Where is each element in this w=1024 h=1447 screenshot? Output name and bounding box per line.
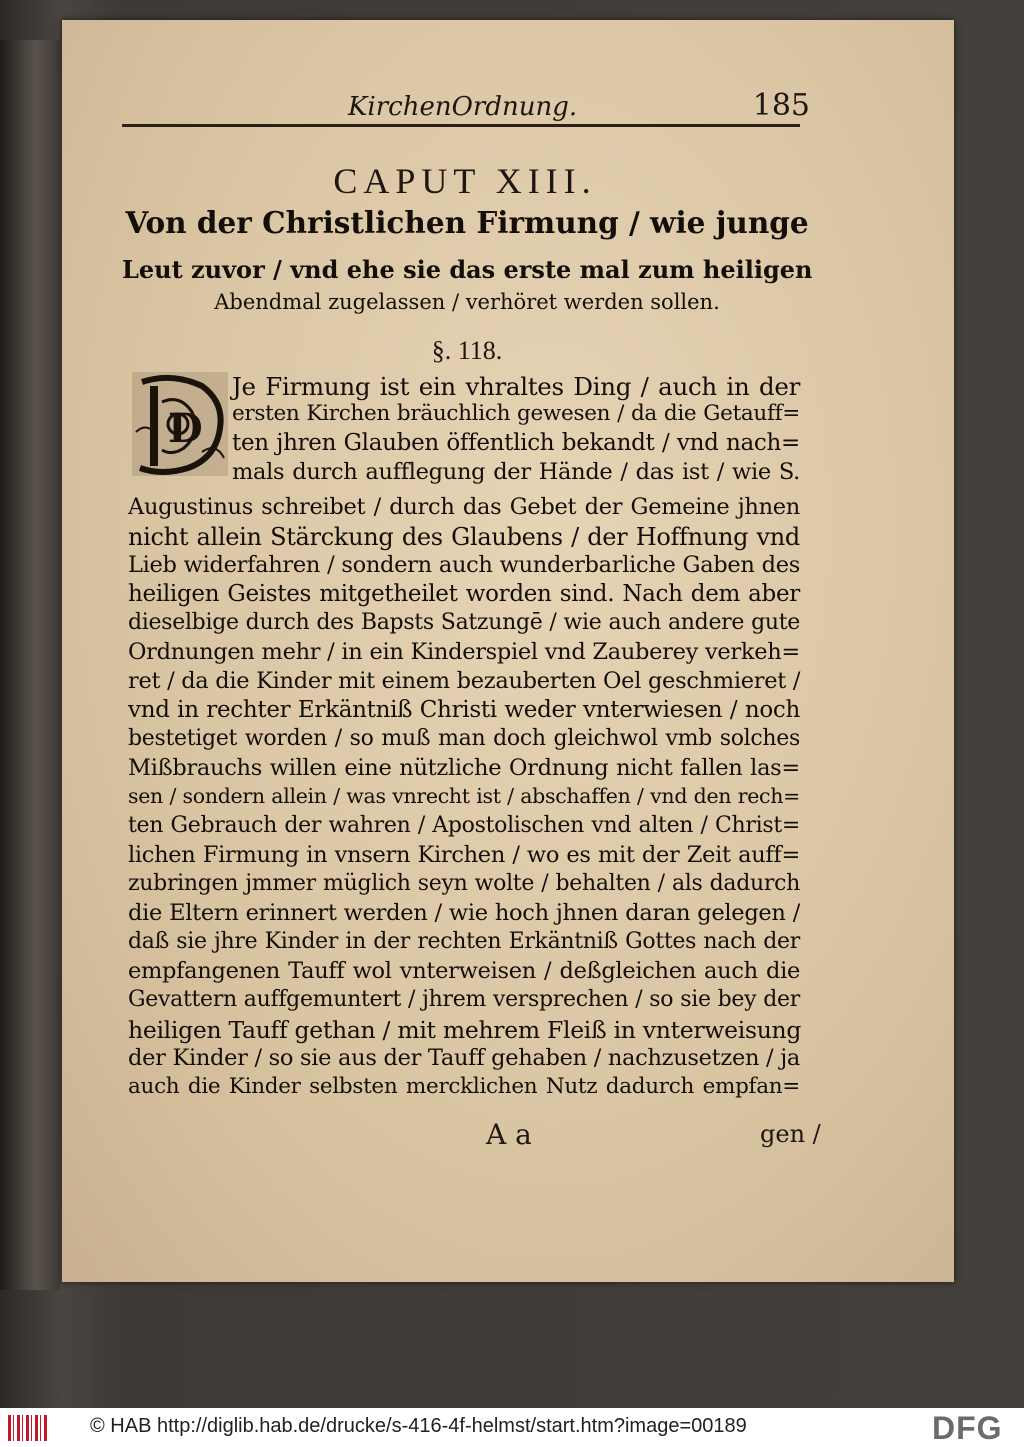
text-line: dieselbige durch des Bapsts Satzungē / wie auch andere gute	[128, 610, 800, 635]
chapter-heading-line-3: Abendmal zugelassen / verhöret werden sollen.	[214, 290, 720, 314]
text-line: heiligen Geistes mitgetheilet worden sind. Nach dem aber	[128, 581, 800, 607]
running-title: KirchenOrdnung.	[348, 92, 578, 122]
signature-mark: A a	[486, 1118, 532, 1151]
text-line: Mißbrauchs willen eine nützliche Ordnung nicht fallen las=	[128, 755, 800, 781]
running-head	[130, 88, 810, 123]
footer-bar	[0, 1408, 1024, 1447]
text-line: Je Firmung ist ein vhraltes Ding / auch in der	[232, 372, 800, 401]
text-line: ersten Kirchen bräuchlich gewesen / da die Getauff=	[232, 401, 800, 426]
text-line: nicht allein Stärckung des Glaubens / der Hoffnung vnd	[128, 523, 800, 551]
page-number: 185	[752, 88, 810, 123]
text-line: sen / sondern allein / was vnrecht ist / abschaffen / vnd den rech=	[128, 784, 800, 808]
text-line: zubringen jmmer müglich seyn wolte / behalten / als dadurch	[128, 871, 800, 896]
text-line: lichen Firmung in vnsern Kirchen / wo es mit der Zeit auff=	[128, 842, 800, 868]
text-line: Gevattern auffgemuntert / jhrem versprechen / so sie bey der	[128, 987, 800, 1012]
dfg-logo: DFG	[932, 1410, 1003, 1446]
chapter-heading-line-2: Leut zuvor / vnd ehe sie das erste mal zum heiligen	[122, 255, 813, 284]
hab-logo-icon	[8, 1415, 48, 1441]
facing-page-edge	[0, 40, 60, 1290]
chapter-number: CAPUT XIII.	[333, 161, 597, 201]
text-line: daß sie jhre Kinder in der rechten Erkäntniß Gottes nach der	[128, 929, 800, 954]
text-line: ten Gebrauch der wahren / Apostolischen vnd alten / Christ=	[128, 813, 800, 838]
decorated-initial	[132, 372, 228, 476]
text-line: auch die Kinder selbsten mercklichen Nutz dadurch empfan=	[128, 1074, 800, 1099]
text-line: vnd in rechter Erkäntniß Christi weder vnterwiesen / noch	[128, 697, 800, 723]
text-line: Augustinus schreibet / durch das Gebet der Gemeine jhnen	[128, 494, 800, 520]
text-line: die Eltern erinnert werden / wie hoch jhnen daran gelegen /	[128, 900, 800, 926]
text-line: Lieb widerfahren / sondern auch wunderbarliche Gaben des	[128, 552, 800, 578]
copyright-link[interactable]: © HAB http://diglib.hab.de/drucke/s-416-4f-helmst/start.htm?image=00189	[90, 1415, 747, 1437]
text-line: ten jhren Glauben öffentlich bekandt / vnd nach=	[232, 430, 800, 456]
chapter-heading-line-1: Von der Christlichen Firmung / wie junge	[125, 205, 809, 240]
text-line: mals durch aufflegung der Hände / das ist / wie S.	[232, 459, 800, 485]
text-line: bestetiget worden / so muß man doch gleichwol vmb solches	[128, 726, 800, 751]
section-number: §. 118.	[431, 336, 503, 365]
head-rule	[122, 124, 800, 127]
catchword: gen /	[760, 1120, 821, 1148]
text-line: ret / da die Kinder mit einem bezauberten Oel geschmieret /	[128, 668, 801, 694]
text-line: heiligen Tauff gethan / mit mehrem Fleiß in vnterweisung	[128, 1016, 802, 1044]
initial-letter: D	[168, 405, 203, 452]
text-line: der Kinder / so sie aus der Tauff gehaben / nachzusetzen / ja	[128, 1045, 800, 1071]
text-line: empfangenen Tauff wol vnterweisen / deßgleichen auch die	[128, 958, 800, 984]
text-line: Ordnungen mehr / in ein Kinderspiel vnd Zauberey verkeh=	[128, 639, 800, 665]
